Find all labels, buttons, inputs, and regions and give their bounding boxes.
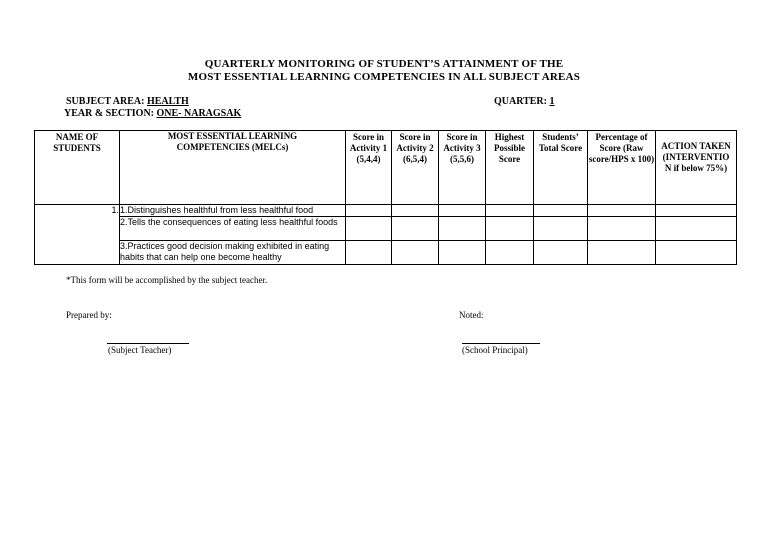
header-percentage-of-score: Percentage of Score (Raw score/HPS x 100) bbox=[588, 131, 656, 205]
header-highest-possible-score: Highest Possible Score bbox=[486, 131, 534, 205]
score-cell[interactable] bbox=[392, 205, 439, 217]
competency-table bbox=[34, 130, 737, 265]
form-note: *This form will be accomplished by the subject teacher. bbox=[66, 275, 268, 285]
score-cell[interactable] bbox=[656, 205, 737, 217]
score-cell[interactable] bbox=[588, 205, 656, 217]
score-cell[interactable] bbox=[534, 217, 588, 241]
score-cell[interactable] bbox=[486, 241, 534, 265]
score-cell[interactable] bbox=[392, 217, 439, 241]
subject-area bbox=[66, 96, 189, 107]
competency-1: 1.Distinguishes healthful from less healthful food bbox=[120, 205, 346, 217]
score-cell[interactable] bbox=[346, 217, 392, 241]
score-cell[interactable] bbox=[486, 205, 534, 217]
quarter-value: 1 bbox=[549, 96, 555, 107]
score-cell[interactable] bbox=[486, 217, 534, 241]
form-title-line1: QUARTERLY MONITORING OF STUDENT’S ATTAINMENT OF THE bbox=[204, 58, 564, 70]
table-header-row bbox=[35, 131, 737, 205]
table-row bbox=[35, 217, 737, 241]
header-name-of-students: NAME OF STUDENTS bbox=[35, 131, 120, 205]
header-activity-1: Score in Activity 1 (5,4,4) bbox=[346, 131, 392, 205]
score-cell[interactable] bbox=[656, 241, 737, 265]
year-section-label: YEAR & SECTION: bbox=[64, 108, 155, 119]
score-cell[interactable] bbox=[346, 205, 392, 217]
prepared-by-label: Prepared by: bbox=[66, 310, 112, 320]
score-cell[interactable] bbox=[392, 241, 439, 265]
year-section bbox=[64, 108, 241, 119]
subject-teacher-role: (Subject Teacher) bbox=[108, 345, 172, 355]
score-cell[interactable] bbox=[588, 217, 656, 241]
school-principal-role: (School Principal) bbox=[462, 345, 528, 355]
header-action-taken: ACTION TAKEN (INTERVENTION if below 75%) bbox=[656, 131, 737, 205]
table-row bbox=[35, 241, 737, 265]
subject-area-label: SUBJECT AREA: bbox=[66, 96, 145, 107]
quarter bbox=[494, 96, 554, 107]
header-activity-3: Score in Activity 3 (5,5,6) bbox=[439, 131, 486, 205]
competency-3: 3.Practices good decision making exhibited in eating habits that can help one become healthy bbox=[120, 241, 346, 265]
form-title-line2: MOST ESSENTIAL LEARNING COMPETENCIES IN ALL SUBJECT AREAS bbox=[187, 71, 581, 83]
row-number: 1. bbox=[35, 205, 120, 265]
quarter-label: QUARTER: bbox=[494, 96, 547, 107]
score-cell[interactable] bbox=[346, 241, 392, 265]
score-cell[interactable] bbox=[534, 205, 588, 217]
header-students-total-score: Students’ Total Score bbox=[534, 131, 588, 205]
score-cell[interactable] bbox=[439, 217, 486, 241]
principal-signature-line bbox=[462, 343, 540, 344]
score-cell[interactable] bbox=[656, 217, 737, 241]
noted-label: Noted: bbox=[459, 310, 484, 320]
score-cell[interactable] bbox=[588, 241, 656, 265]
header-activity-2: Score in Activity 2 (6,5,4) bbox=[392, 131, 439, 205]
score-cell[interactable] bbox=[439, 241, 486, 265]
score-cell[interactable] bbox=[534, 241, 588, 265]
table-row bbox=[35, 205, 737, 217]
subject-area-value: HEALTH bbox=[146, 96, 189, 107]
competency-2: 2.Tells the consequences of eating less healthful foods bbox=[120, 217, 346, 241]
teacher-signature-line bbox=[107, 343, 189, 344]
score-cell[interactable] bbox=[439, 205, 486, 217]
year-section-value: ONE- NARAGSAK bbox=[156, 108, 242, 119]
header-melcs: MOST ESSENTIAL LEARNING COMPETENCIES (MELCs) bbox=[120, 131, 346, 205]
